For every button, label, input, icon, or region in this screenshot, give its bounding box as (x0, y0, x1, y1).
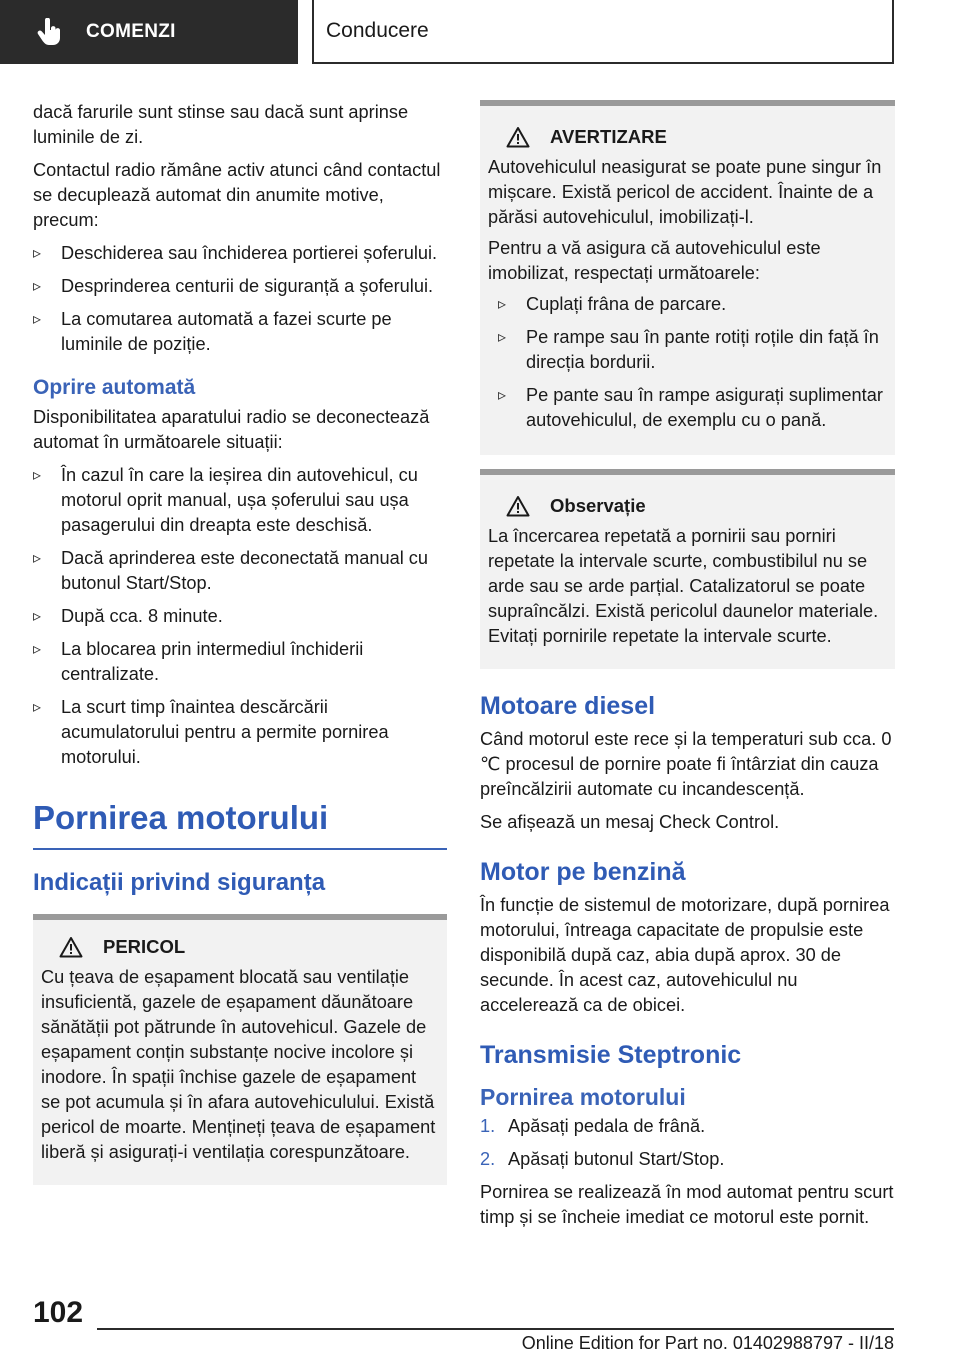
danger-text: Cu țeava de eșapament blocată sau ventilație insuficientă, gazele de eșapament dăunătoare sănătății pot pătrunde în autovehicul. Gazele de eșapament conțin substanțe nocive incolore și inodore. În spații închise gazele de eșapament se pot acumula și în afara autovehiculului. Există pericol de moarte. Mențineți țeava de eșapament liberă și asigurați-i ventilația corespunzătoare. (41, 967, 436, 1162)
chapter-tab-label: COMENZI (86, 21, 176, 42)
heading-petrol: Motor pe benzină (480, 858, 686, 886)
section-header-label: Conducere (326, 19, 429, 42)
list-item: ▹ La scurt timp înaintea descărcării acumulatorului pentru a permite pornirea motorului. (33, 695, 447, 770)
list-item: ▹ Deschiderea sau închiderea portierei șoferului. (33, 241, 447, 266)
bullet-list (33, 463, 447, 770)
subheading-start-engine: Pornirea motorului (480, 1084, 686, 1110)
paragraph: Pornirea se realizează în mod automat pentru scurt timp și se încheie imediat ce motorul este pornit. (480, 1182, 894, 1227)
list-item: ▹ Pe pante sau în rampe asigurați suplimentar autovehiculul, de exemplu cu o pană. (498, 383, 887, 433)
list-item: 1. Apăsați pedala de frână. (480, 1116, 706, 1136)
heading-diesel: Motoare diesel (480, 692, 656, 720)
list-item: 2. Apăsați butonul Start/Stop. (480, 1149, 725, 1169)
right-column (480, 100, 895, 1238)
paragraph: Disponibilitatea aparatului radio se deconectează automat în următoarele situații: (33, 407, 430, 452)
warning-title: AVERTIZARE (550, 126, 667, 147)
heading-engine-start: Pornirea motorului (33, 798, 447, 850)
subheading-auto-off: Oprire automată (33, 376, 196, 399)
chapter-tab[interactable] (0, 0, 298, 64)
note-text: La încercarea repetată a pornirii sau porniri repetate la intervale scurte, combustibilul nu se arde sau se arde parțial. Catalizatorul se poate supraîncălzi. Există pericolul daunelor materiale. Evitați pornirile repetate la intervale scurte. (488, 526, 879, 646)
list-item: ▹ Cuplați frâna de parcare. (498, 292, 887, 317)
warning-triangle-icon (59, 936, 83, 958)
warning-list (498, 292, 887, 433)
warning-text: Pentru a vă asigura că autovehiculul este imobilizat, respectați următoarele: (488, 238, 821, 283)
note-title: Observație (550, 495, 646, 516)
list-item: ▹ Pe rampe sau în pante rotiți roțile din față în direcția bordurii. (498, 325, 887, 375)
warning-text: Autovehiculul neasigurat se poate pune singur în mișcare. Există pericol de accident. Înainte de a părăsi autovehiculul, imobilizați-l. (488, 157, 882, 227)
danger-title: PERICOL (103, 936, 186, 957)
list-item: ▹ La comutarea automată a fazei scurte pe luminile de poziție. (33, 307, 447, 357)
warning-box (480, 100, 895, 455)
footer-edition: Online Edition for Part no. 01402988797 - II/18 (521, 1333, 894, 1353)
section-header (312, 0, 894, 64)
list-item: ▹ Desprinderea centurii de siguranță a șoferului. (33, 274, 447, 299)
list-item: ▹ După cca. 8 minute. (33, 604, 447, 629)
list-item: ▹ În cazul în care la ieșirea din autovehicul, cu motorul oprit manual, ușa șoferului sau ușa pasagerului din dreapta este deschisă. (33, 463, 447, 538)
bullet-list (33, 241, 447, 357)
paragraph: Se afișează un mesaj Check Control. (480, 812, 780, 832)
list-item: ▹ Dacă aprinderea este deconectată manual cu butonul Start/Stop. (33, 546, 447, 596)
paragraph: dacă farurile sunt stinse sau dacă sunt aprinse luminile de zi. (33, 102, 409, 147)
heading-safety: Indicații privind siguranța (33, 869, 326, 896)
warning-triangle-icon (506, 126, 530, 148)
danger-box (33, 914, 447, 1185)
warning-triangle-icon (506, 495, 530, 517)
note-box (480, 469, 895, 669)
paragraph: În funcție de sistemul de motorizare, după pornirea motorului, întreaga capacitate de propulsie este disponibilă după caz, abia după aprox. 30 de secunde. În acest caz, autovehiculul nu accelerează ca de obicei. (480, 895, 890, 1015)
hand-pointer-icon (36, 18, 64, 46)
heading-steptronic: Transmisie Steptronic (480, 1041, 742, 1069)
paragraph: Contactul radio rămâne activ atunci când contactul se decuplează automat din anumite motive, precum: (33, 160, 441, 230)
page-number: 102 (33, 1296, 84, 1329)
left-column (33, 100, 447, 1199)
list-item: ▹ La blocarea prin intermediul închiderii centralizate. (33, 637, 447, 687)
footer-divider (97, 1328, 894, 1330)
paragraph: Când motorul este rece și la temperaturi sub cca. 0 ℃ procesul de pornire poate fi întârziat din cauza preîncălzirii automate cu incandescență. (480, 729, 892, 799)
numbered-list (480, 1114, 895, 1172)
